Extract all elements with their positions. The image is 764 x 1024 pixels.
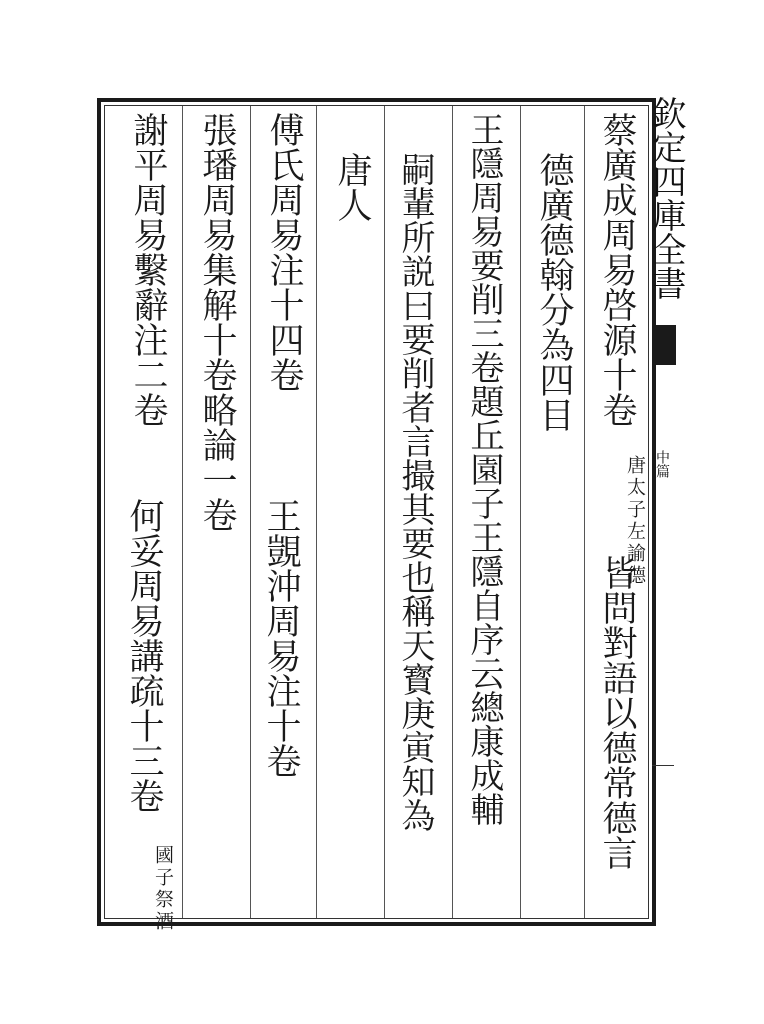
text-column-7: 張璠周易集解十卷略論一卷 — [197, 112, 237, 532]
column-rule — [384, 106, 385, 918]
column-rule — [316, 106, 317, 918]
text-column-6: 傅氏周易注十四卷 — [264, 112, 304, 392]
text-column-2: 德廣德翰分為四目 — [534, 152, 574, 432]
text-column-3: 王隱周易要削三卷題丘園子王隱自序云總康成輔 — [464, 112, 504, 826]
annotation-8: 國子祭酒 — [152, 845, 174, 933]
text-column-6b: 王覬沖周易注十卷 — [261, 498, 301, 778]
margin-chapter: 中篇 — [654, 450, 670, 478]
text-column-1: 蔡廣成周易啓源十卷 — [597, 112, 637, 427]
column-rule — [452, 106, 453, 918]
column-rule — [584, 106, 585, 918]
margin-book-title: 欽定四庫全書 — [646, 96, 686, 300]
text-column-8b: 何妥周易講疏十三卷 — [124, 498, 164, 813]
annotation-1: 唐太子左諭德 — [624, 455, 646, 587]
margin-fishtail — [652, 325, 676, 365]
column-rule — [520, 106, 521, 918]
text-column-4: 嗣輩所説曰要削者言撮其要也稱天寳庚寅知為 — [395, 152, 435, 832]
text-column-1b: 皆問對語以德常德言 — [597, 555, 637, 870]
text-column-5: 唐人 — [332, 152, 372, 222]
text-column-8: 謝平周易繫辭注二卷 — [128, 112, 168, 427]
margin-tick — [652, 765, 674, 766]
column-rule — [182, 106, 183, 918]
column-rule — [250, 106, 251, 918]
